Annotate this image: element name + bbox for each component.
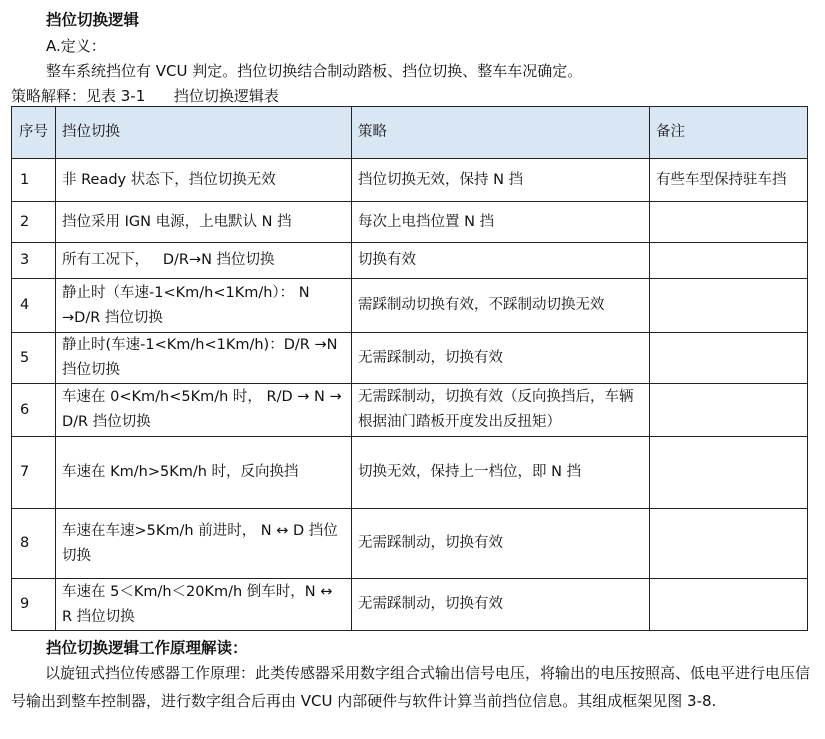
header-no: 序号 xyxy=(12,107,56,159)
header-switch: 挡位切换 xyxy=(56,107,352,159)
cell-switch: 所有工况下， D/R→N 挡位切换 xyxy=(56,243,352,279)
header-note: 备注 xyxy=(650,107,808,159)
cell-switch: 车速在车速>5Km/h 前进时， N ↔ D 挡位切换 xyxy=(56,509,352,579)
definition-label: A.定义： xyxy=(46,37,106,55)
table-header-row xyxy=(12,107,808,159)
cell-no: 7 xyxy=(12,437,56,509)
cell-note xyxy=(650,202,808,243)
definition-text: 整车系统挡位有 VCU 判定。挡位切换结合制动踏板、挡位切换、整车车况确定。 xyxy=(46,62,583,80)
principle-title: 挡位切换逻辑工作原理解读： xyxy=(46,639,248,657)
cell-strategy: 无需踩制动，切换有效（反向换挡后，车辆根据油门踏板开度发出反扭矩） xyxy=(352,384,650,437)
cell-no: 4 xyxy=(12,279,56,333)
cell-switch: 挡位采用 IGN 电源，上电默认 N 挡 xyxy=(56,202,352,243)
table-row xyxy=(12,437,808,509)
cell-strategy: 需踩制动切换有效，不踩制动切换无效 xyxy=(352,279,650,333)
cell-note xyxy=(650,437,808,509)
cell-switch: 车速在 Km/h>5Km/h 时，反向换挡 xyxy=(56,437,352,509)
cell-switch: 非 Ready 状态下，挡位切换无效 xyxy=(56,159,352,202)
table-row xyxy=(12,509,808,579)
cell-note xyxy=(650,279,808,333)
section-title: 挡位切换逻辑 xyxy=(46,11,140,29)
cell-switch: 静止时(车速-1<Km/h<1Km/h)：D/R →N 挡位切换 xyxy=(56,333,352,384)
table-row xyxy=(12,279,808,333)
cell-strategy: 挡位切换无效，保持 N 挡 xyxy=(352,159,650,202)
cell-switch: 静止时（车速-1<Km/h<1Km/h）： N →D/R 挡位切换 xyxy=(56,279,352,333)
principle-text xyxy=(11,660,811,715)
header-strategy: 策略 xyxy=(352,107,650,159)
table-row xyxy=(12,159,808,202)
strategy-caption: 策略解释：见表 3-1 挡位切换逻辑表 xyxy=(11,87,279,105)
cell-note xyxy=(650,384,808,437)
cell-strategy: 无需踩制动，切换有效 xyxy=(352,579,650,631)
cell-no: 8 xyxy=(12,509,56,579)
cell-no: 3 xyxy=(12,243,56,279)
cell-strategy: 切换有效 xyxy=(352,243,650,279)
gear-switch-table xyxy=(11,106,808,631)
table-row xyxy=(12,243,808,279)
principle-body: 以旋钮式挡位传感器工作原理：此类传感器采用数字组合式输出信号电压，将输出的电压按照高、低电平进行电压信号输出到整车控制器，进行数字组合后再由 VCU 内部硬件与软件计算当前挡位信息。其组成框架见图 3-8. xyxy=(11,664,811,710)
cell-note: 有些车型保持驻车挡 xyxy=(650,159,808,202)
cell-no: 2 xyxy=(12,202,56,243)
cell-no: 9 xyxy=(12,579,56,631)
table-row xyxy=(12,384,808,437)
cell-note xyxy=(650,243,808,279)
cell-switch: 车速在 0<Km/h<5Km/h 时， R/D → N → D/R 挡位切换 xyxy=(56,384,352,437)
table-row xyxy=(12,579,808,631)
cell-no: 1 xyxy=(12,159,56,202)
table-row xyxy=(12,333,808,384)
cell-switch: 车速在 5＜Km/h＜20Km/h 倒车时，N ↔ R 挡位切换 xyxy=(56,579,352,631)
cell-strategy: 无需踩制动，切换有效 xyxy=(352,509,650,579)
cell-strategy: 切换无效，保持上一档位，即 N 挡 xyxy=(352,437,650,509)
cell-note xyxy=(650,579,808,631)
cell-no: 6 xyxy=(12,384,56,437)
cell-strategy: 无需踩制动，切换有效 xyxy=(352,333,650,384)
cell-strategy: 每次上电挡位置 N 挡 xyxy=(352,202,650,243)
cell-note xyxy=(650,509,808,579)
cell-note xyxy=(650,333,808,384)
cell-no: 5 xyxy=(12,333,56,384)
table-row xyxy=(12,202,808,243)
